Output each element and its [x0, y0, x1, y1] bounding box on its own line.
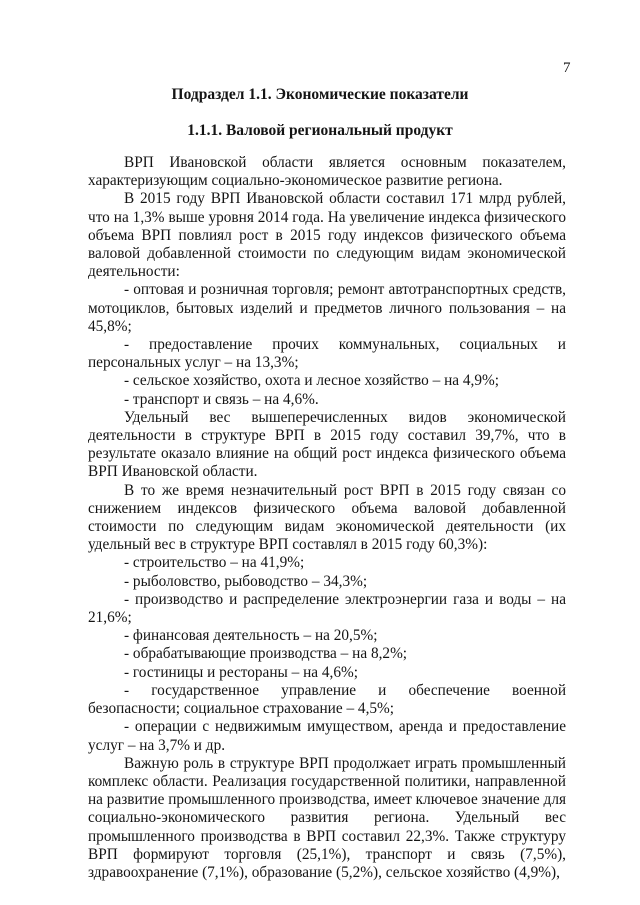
section-heading: 1.1.1. Валовой региональный продукт: [187, 122, 453, 139]
paragraph-grp-2015: В 2015 году ВРП Ивановской области составил 171 млрд рублей, что на 1,3% выше уровня 2014 года. На увеличение индекса физического объема ВРП повлиял рост в 2015 году индексов физического объема валовой добавленной стоимости по следующим видам экономической деятельности:: [88, 190, 566, 281]
growth-item-trade: - оптовая и розничная торговля; ремонт автотранспортных средств, мотоциклов, бытовых изделий и предметов личного пользования – на 45,8%;: [88, 281, 566, 335]
growth-item-transport: - транспорт и связь – на 4,6%.: [124, 390, 319, 408]
decline-item-manufacturing: - обрабатывающие производства – на 8,2%;: [124, 645, 408, 663]
growth-item-services: - предоставление прочих коммунальных, социальных и персональных услуг – на 13,3%;: [88, 336, 566, 372]
decline-item-energy: - производство и распределение электроэнергии газа и воды – на 21,6%;: [88, 590, 566, 627]
page-number: 7: [563, 60, 571, 76]
growth-item-agriculture: - сельское хозяйство, охота и лесное хозяйство – на 4,9%;: [124, 372, 499, 390]
decline-item-real-estate: - операции с недвижимым имуществом, аренда и предоставление услуг – на 3,7% и др.: [88, 718, 566, 754]
decline-item-fishing: - рыболовство, рыбоводство – 34,3%;: [124, 572, 368, 590]
subsection-heading: Подраздел 1.1. Экономические показатели: [171, 86, 469, 103]
decline-item-construction: - строительство – на 41,9%;: [124, 554, 305, 572]
decline-item-finance: - финансовая деятельность – на 20,5%;: [124, 627, 378, 645]
decline-item-government: - государственное управление и обеспечение военной безопасности; социальное страхование – 4,5%;: [88, 681, 566, 718]
document-body: [88, 154, 566, 882]
decline-item-hotels: - гостиницы и рестораны – на 4,6%;: [124, 663, 359, 681]
paragraph-industry: Важную роль в структуре ВРП продолжает играть промышленный комплекс области. Реализация государственной политики, направленной на развитие промышленного производства, имеет ключевое значение для социально-экономического развития региона. Удельный вес промышленного производства в ВРП составил 22,3%. Также структуру ВРП формируют торговля (25,1%), транспорт и связь (7,5%), здравоохранение (7,1%), образование (5,2%), сельское хозяйство (4,9%),: [88, 754, 566, 881]
paragraph-intro: ВРП Ивановской области является основным показателем, характеризующим социально-экономическое развитие региона.: [88, 154, 566, 190]
paragraph-decline: В то же время незначительный рост ВРП в 2015 году связан со снижением индексов физического объема валовой добавленной стоимости по следующим видам экономической деятельности (их удельный вес в структуре ВРП составлял в 2015 году 60,3%):: [88, 481, 566, 554]
paragraph-share-growth: Удельный вес вышеперечисленных видов экономической деятельности в структуре ВРП в 2015 году составил 39,7%, что в результате оказало влияние на общий рост индекса физического объема ВРП Ивановской области.: [88, 408, 566, 481]
